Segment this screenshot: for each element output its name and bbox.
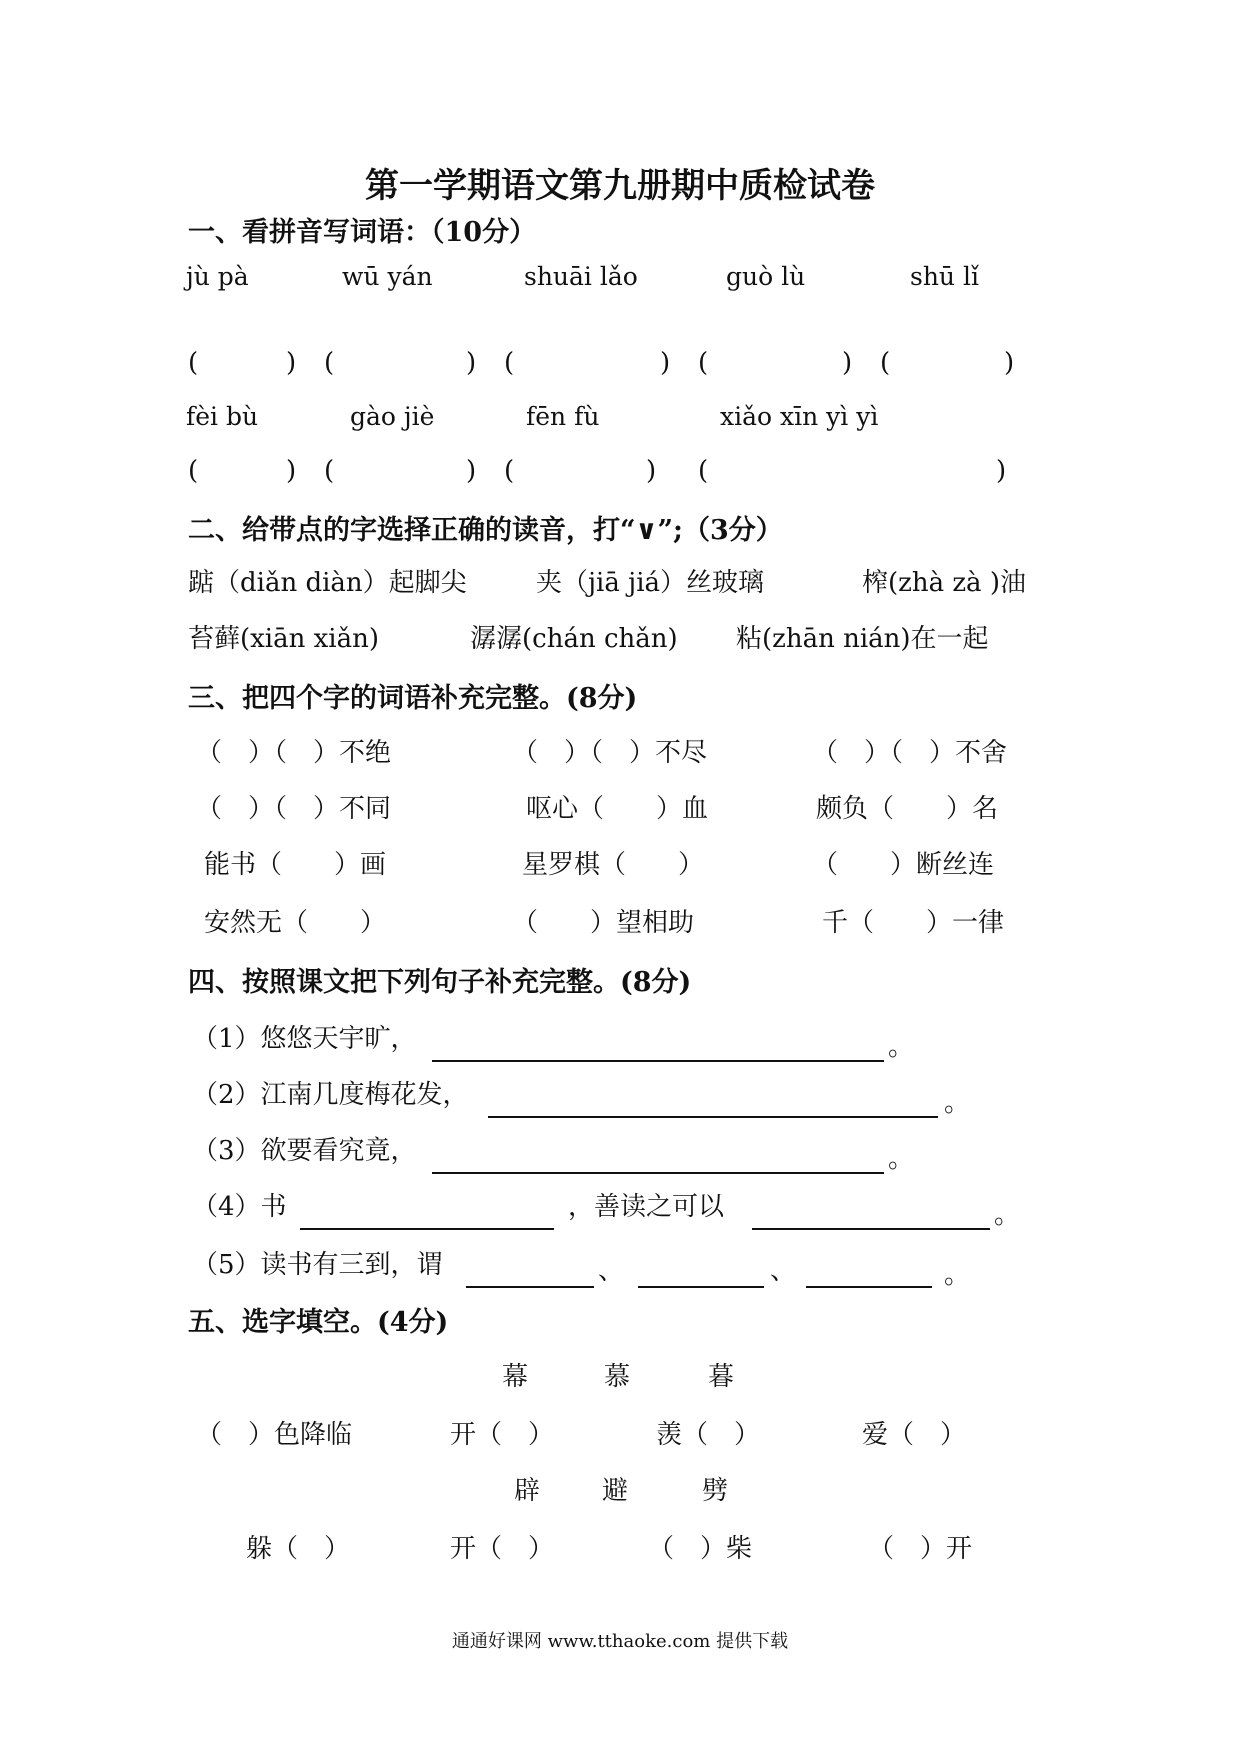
answer-line[interactable] — [432, 1060, 884, 1062]
sentence-prefix: （2）江南几度梅花发， — [192, 1080, 469, 1110]
reading-item: 踮（diǎn diàn）起脚尖 — [188, 568, 467, 598]
sentence-end: 。 — [944, 1260, 971, 1290]
sentence-end: 。 — [994, 1200, 1021, 1230]
sentence-prefix: （3）欲要看究竟， — [192, 1136, 417, 1166]
bracket-close: ) — [996, 456, 1007, 486]
bracket-open: ( — [504, 348, 515, 378]
answer-line[interactable] — [752, 1228, 990, 1230]
section-1-heading: 一、看拼音写词语：（10分） — [188, 217, 537, 248]
sentence-prefix: （5）读书有三到，谓 — [192, 1250, 443, 1280]
bracket-open: ( — [880, 348, 891, 378]
idiom-item: 能书（ ）画 — [204, 850, 387, 880]
bracket-open: ( — [324, 456, 335, 486]
sentence-end: 。 — [888, 1144, 915, 1174]
reading-item: 榨(zhà zà )油 — [862, 568, 1026, 598]
bracket-open: ( — [324, 348, 335, 378]
sentence-middle: ，善读之可以 — [568, 1192, 725, 1222]
sentence-end: 。 — [888, 1032, 915, 1062]
idiom-item: （ ）（ ）不绝 — [196, 738, 392, 768]
bracket-open: ( — [698, 348, 709, 378]
bracket-open: ( — [698, 456, 709, 486]
fill-item: 开（ ） — [450, 1420, 555, 1450]
idiom-item: 安然无（ ） — [204, 908, 387, 938]
bracket-open: ( — [188, 348, 199, 378]
choice-char: 辟 — [514, 1476, 541, 1506]
reading-item: 潺潺(chán chǎn) — [470, 624, 678, 654]
pinyin-5: shū lǐ — [910, 262, 979, 291]
pinyin-2: wū yán — [342, 262, 433, 291]
choice-char: 幕 — [502, 1362, 529, 1392]
bracket-open: ( — [504, 456, 515, 486]
choice-char: 暮 — [708, 1362, 735, 1392]
footer-credit: 通通好课网 www.tthaoke.com 提供下载 — [451, 1631, 789, 1652]
sentence-end: 。 — [944, 1088, 971, 1118]
choice-char: 避 — [602, 1476, 629, 1506]
sentence-prefix: （4）书 — [192, 1192, 287, 1222]
bracket-close: ) — [466, 348, 477, 378]
pinyin-6: fèi bù — [186, 402, 259, 431]
reading-item: 粘(zhān nián)在一起 — [736, 624, 989, 654]
bracket-close: ) — [286, 456, 297, 486]
fill-item: （ ）开 — [868, 1534, 973, 1564]
bracket-close: ) — [1004, 348, 1015, 378]
section-5-heading: 五、选字填空。(4分) — [188, 1307, 449, 1338]
pinyin-3: shuāi lǎo — [524, 262, 638, 291]
bracket-close: ) — [646, 456, 657, 486]
pinyin-4: guò lù — [726, 262, 806, 291]
reading-item: 苔藓(xiān xiǎn) — [188, 624, 380, 654]
sentence-prefix: （1）悠悠天宇旷， — [192, 1024, 417, 1054]
fill-item: 羡（ ） — [656, 1420, 761, 1450]
idiom-item: （ ）（ ）不同 — [196, 794, 392, 824]
idiom-item: 颇负（ ）名 — [816, 794, 999, 824]
answer-line[interactable] — [466, 1286, 594, 1288]
idiom-item: 千（ ）一律 — [822, 908, 1005, 938]
bracket-close: ) — [660, 348, 671, 378]
bracket-close: ) — [842, 348, 853, 378]
choice-char: 劈 — [702, 1476, 729, 1506]
idiom-item: 呕心（ ）血 — [526, 794, 709, 824]
bracket-close: ) — [286, 348, 297, 378]
answer-line[interactable] — [638, 1286, 764, 1288]
idiom-item: （ ）（ ）不舍 — [812, 738, 1008, 768]
section-3-heading: 三、把四个字的词语补充完整。(8分) — [188, 683, 638, 714]
sentence-sep: 、 — [598, 1256, 625, 1286]
answer-line[interactable] — [806, 1286, 932, 1288]
reading-item: 夹（jiā jiá）丝玻璃 — [536, 568, 765, 598]
answer-line[interactable] — [300, 1228, 554, 1230]
idiom-item: （ ）断丝连 — [812, 850, 995, 880]
pinyin-7: gào jiè — [350, 402, 435, 431]
idiom-item: （ ）（ ）不尽 — [512, 738, 708, 768]
pinyin-9: xiǎo xīn yì yì — [720, 402, 879, 431]
answer-line[interactable] — [488, 1116, 938, 1118]
pinyin-1: jù pà — [186, 262, 249, 291]
choice-char: 慕 — [604, 1362, 631, 1392]
section-2-heading: 二、给带点的字选择正确的读音，打“∨”;（3分） — [188, 515, 783, 546]
pinyin-8: fēn fù — [526, 402, 600, 431]
answer-line[interactable] — [432, 1172, 884, 1174]
fill-item: 开（ ） — [450, 1534, 555, 1564]
section-4-heading: 四、按照课文把下列句子补充完整。(8分) — [188, 967, 692, 998]
fill-item: （ ）柴 — [648, 1534, 753, 1564]
fill-item: 躲（ ） — [246, 1534, 351, 1564]
sentence-sep: 、 — [770, 1256, 797, 1286]
bracket-open: ( — [188, 456, 199, 486]
page-title: 第一学期语文第九册期中质检试卷 — [365, 166, 875, 206]
fill-item: 爱（ ） — [862, 1420, 967, 1450]
idiom-item: 星罗棋（ ） — [522, 850, 705, 880]
bracket-close: ) — [466, 456, 477, 486]
idiom-item: （ ）望相助 — [512, 908, 695, 938]
fill-item: （ ）色降临 — [196, 1420, 353, 1450]
